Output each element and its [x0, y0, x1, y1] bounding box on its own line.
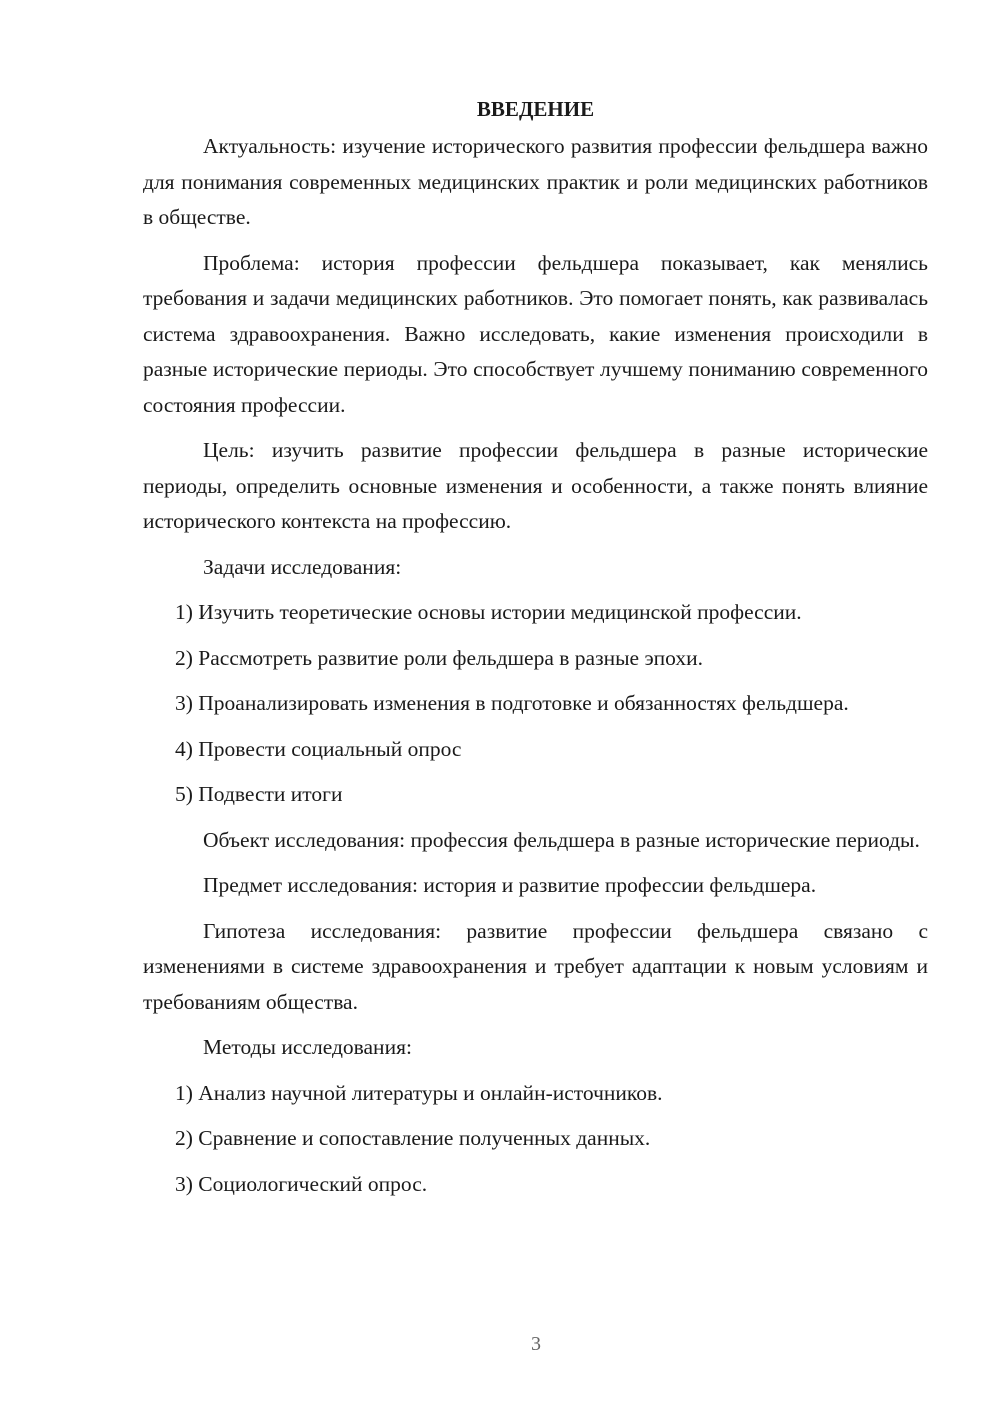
hypothesis-paragraph: Гипотеза исследования: развитие профессии фельдшера связано с изменениями в системе здравоохранения и требует адаптации к новым условиям и требованиям общества.: [143, 918, 928, 1014]
document-page: [143, 92, 928, 1212]
task-item: 5) Подвести итоги: [175, 782, 343, 806]
goal-paragraph: Цель: изучить развитие профессии фельдшера в разные исторические периоды, определить основные изменения и особенности, а также понять влияние исторического контекста на профессию.: [143, 438, 928, 533]
section-heading: ВВЕДЕНИЕ: [476, 97, 595, 121]
method-item: 3) Социологический опрос.: [175, 1171, 428, 1196]
task-item: 4) Провести социальный опрос: [175, 736, 462, 761]
method-item: 1) Анализ научной литературы и онлайн-источников.: [175, 1080, 663, 1105]
problem-paragraph: Проблема: история профессии фельдшера показывает, как менялись требования и задачи медицинских работников. Это помогает понять, как развивалась система здравоохранения. Важно исследовать, какие изменения происходили в разные исторические периоды. Это способствует лучшему пониманию современного состояния профессии.: [143, 250, 928, 417]
object-paragraph: Объект исследования: профессия фельдшера в разные исторические периоды.: [203, 827, 920, 852]
task-item: 1) Изучить теоретические основы истории медицинской профессии.: [175, 600, 802, 624]
tasks-title: Задачи исследования:: [203, 554, 402, 579]
task-item: 2) Рассмотреть развитие роли фельдшера в разные эпохи.: [175, 645, 704, 670]
method-item: 2) Сравнение и сопоставление полученных данных.: [175, 1126, 651, 1150]
methods-title: Методы исследования:: [203, 1035, 412, 1059]
page-number: 3: [531, 1333, 541, 1355]
task-item: 3) Проанализировать изменения в подготовке и обязанностях фельдшера.: [175, 691, 849, 715]
subject-paragraph: Предмет исследования: история и развитие профессии фельдшера.: [203, 873, 817, 897]
relevance-paragraph: Актуальность: изучение исторического развития профессии фельдшера важно для понимания современных медицинских практик и роли медицинских работников в обществе.: [143, 134, 928, 229]
